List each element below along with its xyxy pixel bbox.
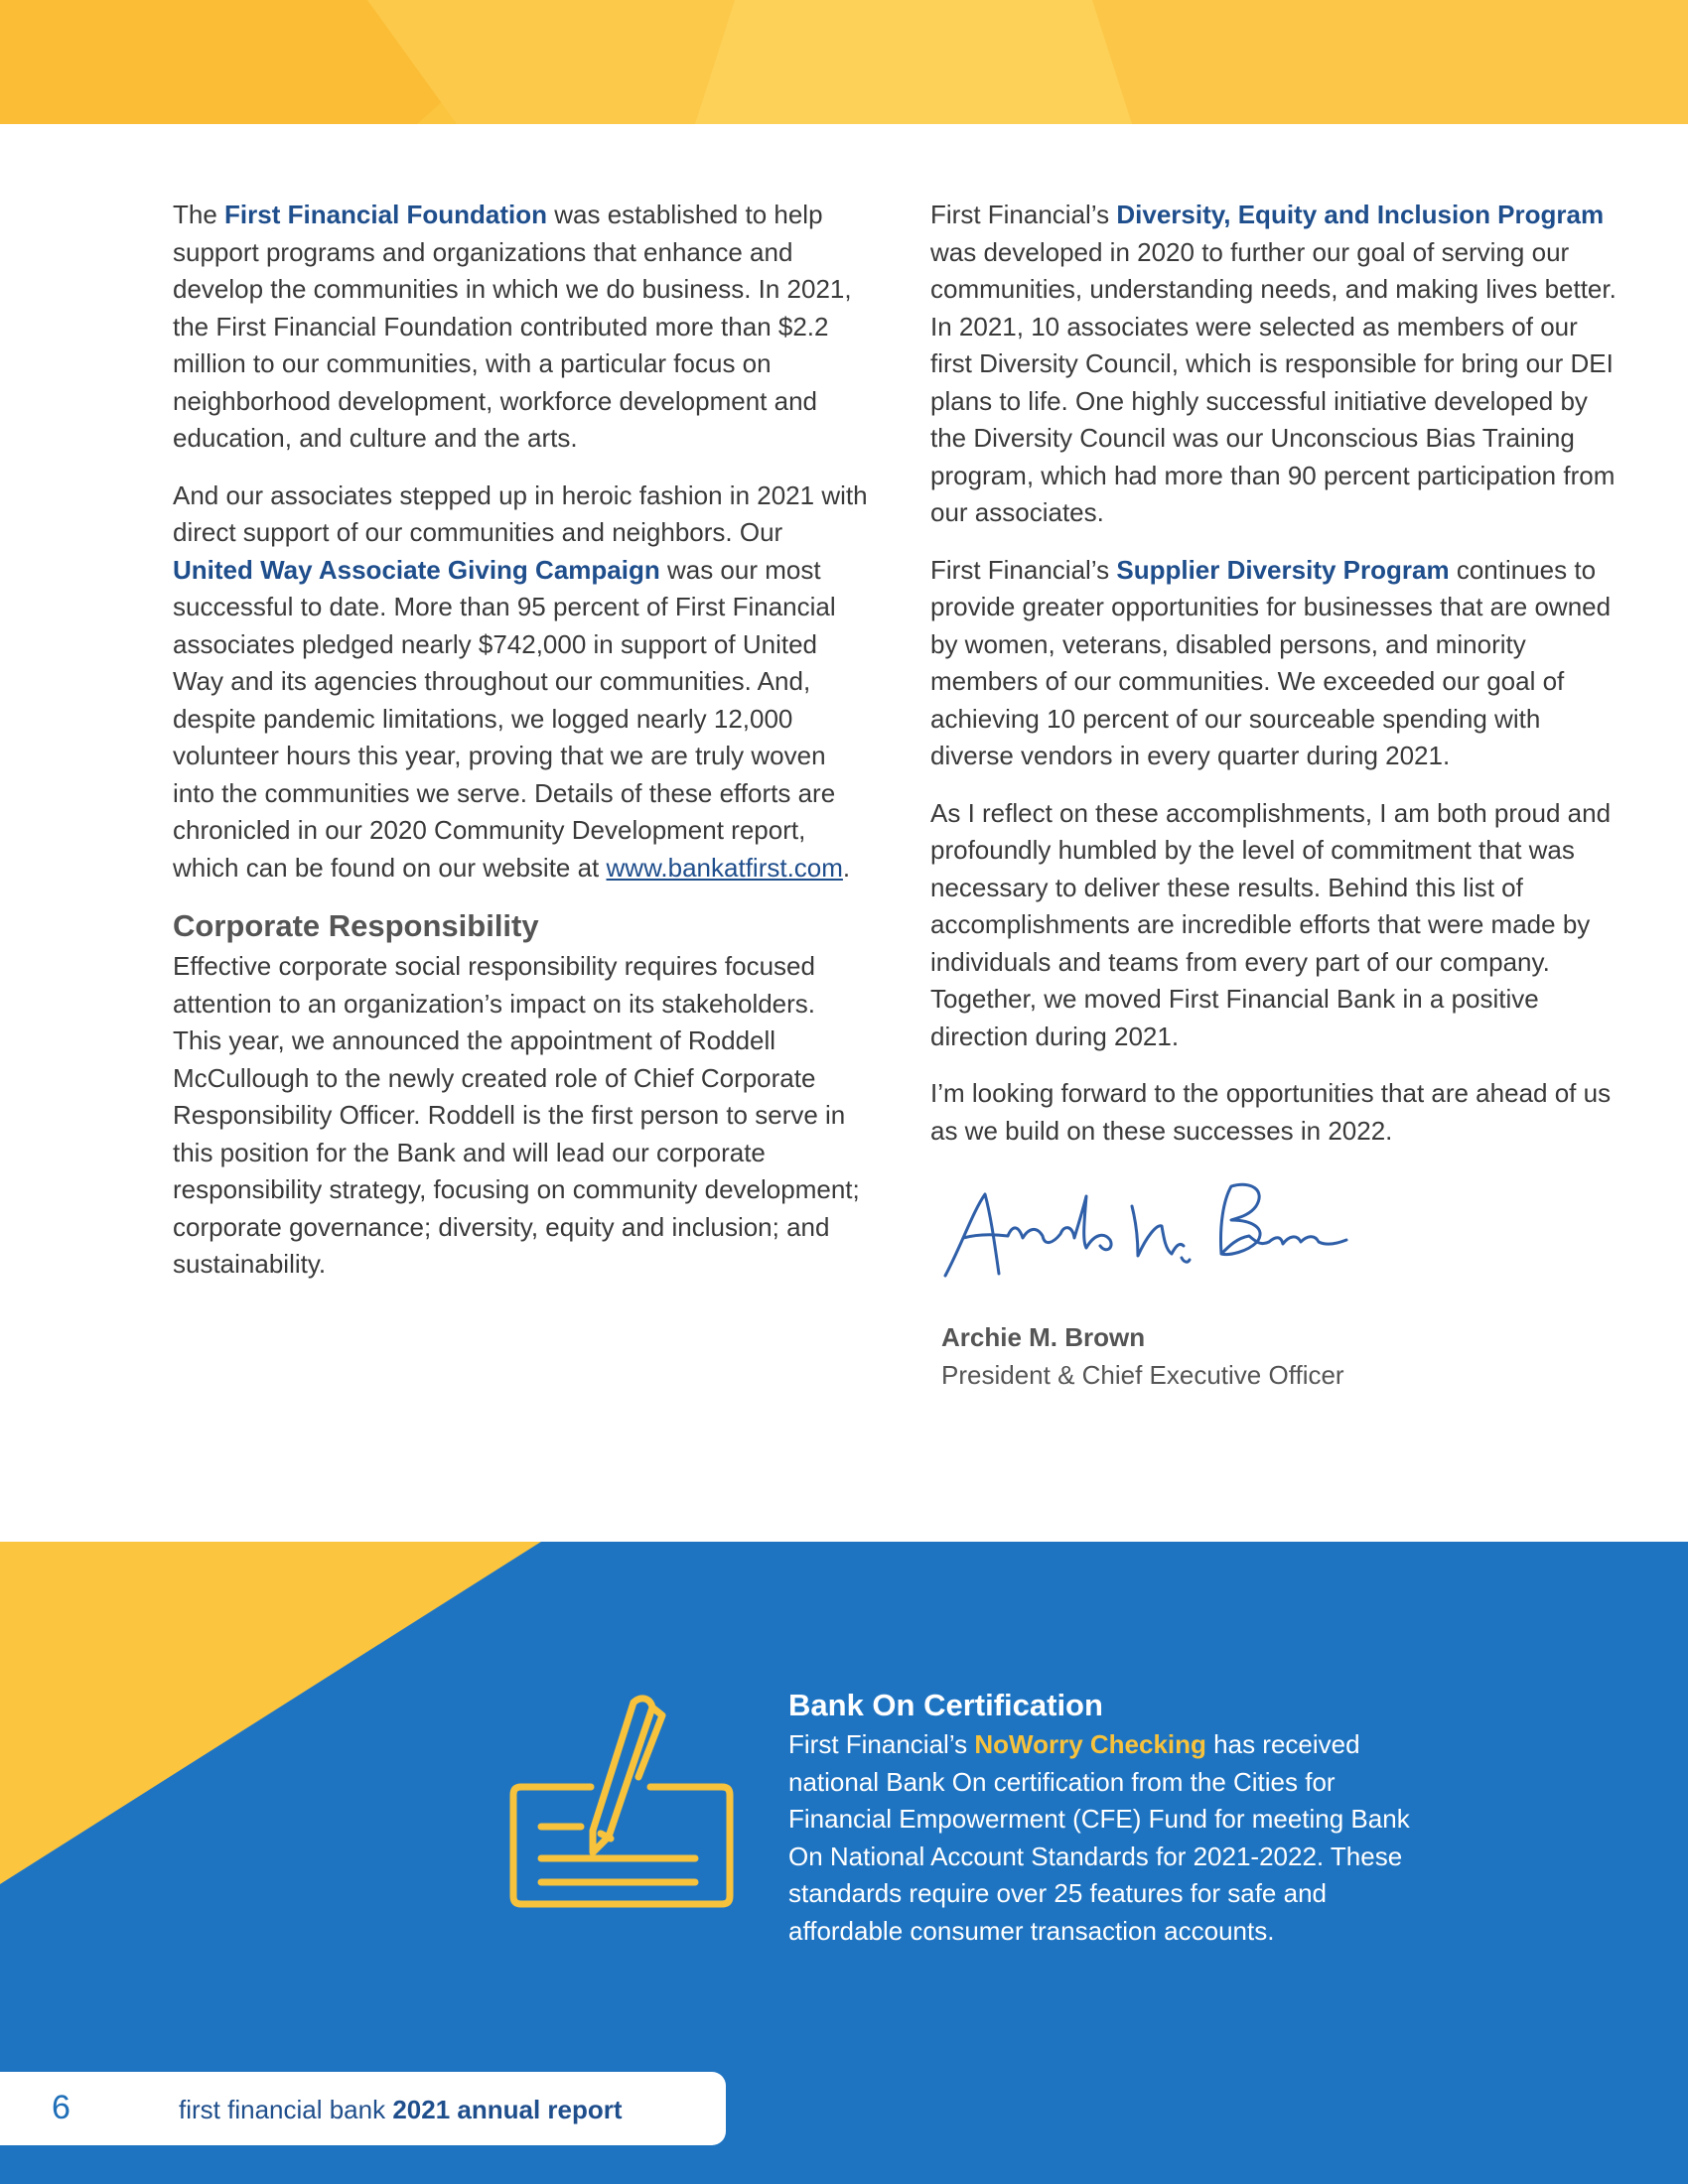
reflection-paragraph: As I reflect on these accomplishments, I am both proud and profoundly humbled by the level of commitment that was necessary to deliver these results. Behind this list of accomplishments are incredible efforts that were made by individuals and teams from every part of our company. Together, we moved First Financial Bank in a positive direction during 2021. xyxy=(930,797,1612,1051)
left-column xyxy=(173,197,868,1303)
signer-block xyxy=(941,1318,1344,1394)
check-signing-icon xyxy=(501,1688,740,1911)
dei-highlight: Diversity, Equity and Inclusion Program xyxy=(1116,200,1605,229)
dei-paragraph: First Financial’s Diversity, Equity and Inclusion Program was developed in 2020 to further our goal of serving our communities, understanding needs, and making lives better. In 2021, 10 associates were selected as members of our first Diversity Council, which is responsible for bring our DEI plans to life. One highly successful initiative developed by the Diversity Council was our Unconscious Bias Training program, which had more than 90 percent participation from our associates. xyxy=(930,200,1617,527)
footer-report-title: first financial bank 2021 annual report xyxy=(179,2095,623,2124)
signature-image xyxy=(933,1176,1350,1291)
noworry-checking-highlight: NoWorry Checking xyxy=(974,1729,1206,1759)
top-banner xyxy=(0,0,1688,124)
corporate-responsibility-paragraph: Effective corporate social responsibility requires focused attention to an organization’s impact on its stakeholders. This year, we announced the appointment of Roddell McCullough to the newly created role of Chief Corporate Responsibility Officer. Roddell is the first person to serve in this position for the Bank and will lead our corporate responsibility strategy, focusing on community development; corporate governance; diversity, equity and inclusion; and sustainability. xyxy=(173,951,860,1279)
foundation-paragraph: The First Financial Foundation was established to help support programs and organizations that enhance and develop the communities in which we do business. In 2021, the First Financial Foundation contributed more than $2.2 million to our communities, with a particular focus on neighborhood development, workforce development and education, and culture and the arts. xyxy=(173,200,852,453)
supplier-diversity-highlight: Supplier Diversity Program xyxy=(1116,554,1450,585)
page-number: 6 xyxy=(52,2089,70,2126)
bank-on-heading: Bank On Certification xyxy=(788,1688,1103,1722)
footer-tab xyxy=(0,2072,726,2145)
bank-on-paragraph: First Financial’s NoWorry Checking has received national Bank On certification from the Cities for Financial Empowerment (CFE) Fund for meeting Bank On National Account Standards for 2021-2022. These standards require over 25 features for safe and affordable consumer transaction accounts. xyxy=(788,1729,1410,1946)
right-column xyxy=(930,197,1625,1169)
signer-name: Archie M. Brown xyxy=(941,1322,1146,1352)
supplier-diversity-paragraph: First Financial’s Supplier Diversity Program continues to provide greater opportunities for businesses that are owned by women, veterans, disabled persons, and minority members of our communities. We exceeded our goal of achieving 10 percent of our sourceable spending with diverse vendors in every quarter during 2021. xyxy=(930,554,1612,770)
website-link[interactable]: www.bankatfirst.com xyxy=(606,852,843,883)
corporate-responsibility-heading: Corporate Responsibility xyxy=(173,908,539,943)
united-way-highlight: United Way Associate Giving Campaign xyxy=(173,554,660,585)
foundation-highlight: First Financial Foundation xyxy=(224,200,548,229)
closing-paragraph: I’m looking forward to the opportunities that are ahead of us as we build on these successes in 2022. xyxy=(930,1078,1612,1146)
signer-title: President & Chief Executive Officer xyxy=(941,1360,1344,1390)
united-way-paragraph: And our associates stepped up in heroic fashion in 2021 with direct support of our communities and neighbors. Our United Way Associate Giving Campaign was our most successful to date. More than 95 percent of First Financial associates pledged nearly $742,000 in support of United Way and its agencies throughout our communities. And, despite pandemic limitations, we logged nearly 12,000 volunteer hours this year, proving that we are truly woven into the communities we serve. Details of these efforts are chronicled in our 2020 Community Development report, which can be found on our website at www.bankatfirst.com. xyxy=(173,479,868,883)
bank-on-callout xyxy=(788,1685,1434,1950)
